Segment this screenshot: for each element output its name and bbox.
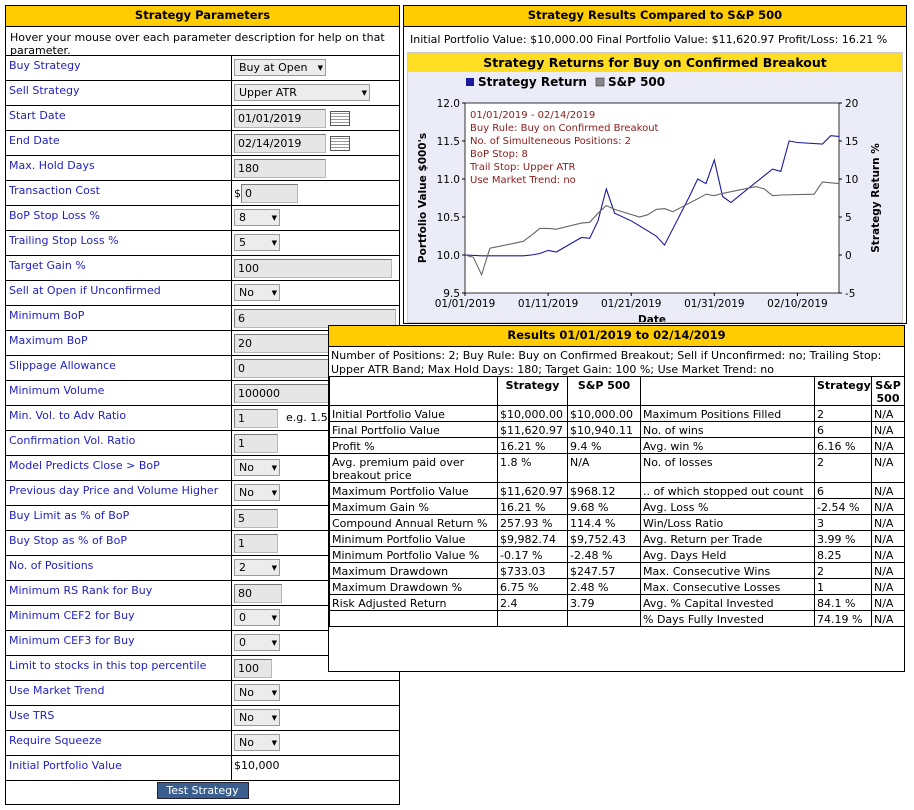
param-label: Use Market Trend: [6, 681, 232, 705]
test-strategy-button[interactable]: Test Strategy: [157, 782, 249, 799]
buy-stop-as-of-bop-input[interactable]: 1: [234, 534, 278, 553]
param-note: e.g. 1.5: [286, 411, 328, 424]
strategy-value: 1.8 %: [498, 454, 568, 483]
metric-label: Avg. win %: [641, 438, 815, 454]
sp500-value: N/A: [872, 438, 905, 454]
param-label: Buy Stop as % of BoP: [6, 531, 232, 555]
param-label: Maximum BoP: [6, 331, 232, 355]
calendar-icon[interactable]: [330, 136, 350, 151]
param-label: Minimum CEF2 for Buy: [6, 606, 232, 630]
sp500-value: N/A: [872, 515, 905, 531]
sp500-value: N/A: [568, 454, 641, 483]
y-tick-label: 11.5: [436, 136, 460, 148]
strategy-value: 2.4: [498, 595, 568, 611]
param-label: Max. Hold Days: [6, 156, 232, 180]
select-value: 0: [239, 611, 246, 624]
strategy-value: $9,982.74: [498, 531, 568, 547]
param-label: Model Predicts Close > BoP: [6, 456, 232, 480]
metric-label: Maximum Portfolio Value: [330, 483, 498, 499]
help-hint: Hover your mouse over each parameter description for help on that parameter.: [6, 27, 399, 56]
start-date-input[interactable]: 01/01/2019: [234, 109, 326, 128]
chart-annotation-line: Use Market Trend: no: [470, 175, 576, 186]
x-axis-label: Date: [638, 314, 666, 322]
chevron-down-icon: ▼: [271, 713, 277, 722]
metric-label: Maximum Positions Filled: [641, 406, 815, 422]
sell-strategy-select[interactable]: [234, 84, 370, 101]
bop-stop-loss-select[interactable]: [234, 209, 280, 226]
metric-label: Win/Loss Ratio: [641, 515, 815, 531]
sp500-value: N/A: [872, 579, 905, 595]
currency-prefix: $: [234, 187, 241, 200]
param-label: Sell at Open if Unconfirmed: [6, 281, 232, 305]
chevron-down-icon: ▼: [361, 88, 367, 97]
chart-annotation-line: BoP Stop: 8: [470, 149, 528, 160]
chart-annotation-line: Buy Rule: Buy on Confirmed Breakout: [470, 123, 659, 134]
results-description: Number of Positions: 2; Buy Rule: Buy on Confirmed Breakout; Sell if Unconfirmed: no; Trailing Stop: Upper ATR Band; Max Hold Days: 180; Target Gain: 100 %; Use Market Trend: no: [331, 349, 882, 376]
table-row: [330, 611, 905, 627]
chevron-down-icon: ▼: [271, 638, 277, 647]
select-value: 2: [239, 561, 246, 574]
table-row: [330, 563, 905, 579]
y2-tick-label: 20: [845, 98, 859, 110]
limit-to-stocks-in-this-top-percentile-input[interactable]: 100: [234, 659, 272, 678]
sp500-value: $9,752.43: [568, 531, 641, 547]
results-panel-title: Strategy Results Compared to S&P 500: [404, 6, 906, 27]
use-market-trend-select[interactable]: [234, 684, 280, 701]
param-label: No. of Positions: [6, 556, 232, 580]
chart-annotation-line: 01/01/2019 - 02/14/2019: [470, 110, 596, 121]
metric-label: Maximum Gain %: [330, 499, 498, 515]
param-row-sell-at-open-if-unconfirmed: [6, 281, 399, 306]
select-value: Upper ATR: [239, 86, 297, 99]
strategy-value: 6: [815, 483, 872, 499]
strategy-value: $11,620.97: [498, 422, 568, 438]
header-sp500-2: S&P 500: [872, 377, 905, 406]
param-row-start-date: [6, 106, 399, 131]
y-axis-label: Portfolio Value $000's: [417, 132, 429, 264]
param-label: Require Squeeze: [6, 731, 232, 755]
param-row-target-gain: [6, 256, 399, 281]
metric-label: Risk Adjusted Return: [330, 595, 498, 611]
chevron-down-icon: ▼: [271, 463, 277, 472]
select-value: No: [239, 486, 254, 499]
minimum-volume-input[interactable]: 100000: [234, 384, 396, 403]
sp500-value: N/A: [872, 499, 905, 515]
minimum-cef2-for-buy-select[interactable]: [234, 609, 280, 626]
sp500-value: $968.12: [568, 483, 641, 499]
x-tick-label: 01/11/2019: [517, 298, 579, 310]
table-row: [330, 499, 905, 515]
y2-tick-label: -5: [845, 288, 856, 300]
end-date-input[interactable]: 02/14/2019: [234, 134, 326, 153]
chevron-down-icon: ▼: [317, 63, 323, 72]
sell-at-open-if-unconfirmed-select[interactable]: [234, 284, 280, 301]
require-squeeze-select[interactable]: [234, 734, 280, 751]
chevron-down-icon: ▼: [271, 488, 277, 497]
x-tick-label: 02/10/2019: [767, 298, 828, 310]
table-row: [330, 422, 905, 438]
param-label: Start Date: [6, 106, 232, 130]
header-strategy-2: Strategy: [815, 377, 872, 406]
table-row: [330, 438, 905, 454]
metric-label: [330, 611, 498, 627]
sp500-value: $247.57: [568, 563, 641, 579]
sp500-value: [568, 611, 641, 627]
chevron-down-icon: ▼: [271, 213, 277, 222]
sp500-value: N/A: [872, 563, 905, 579]
select-value: 8: [239, 211, 246, 224]
results-panel: [328, 325, 905, 672]
results-table: [329, 376, 905, 627]
param-row-bop-stop-loss: [6, 206, 399, 231]
min-vol-to-adv-ratio-input[interactable]: 1: [234, 409, 278, 428]
sp500-value: N/A: [872, 454, 905, 483]
sp500-value: 9.4 %: [568, 438, 641, 454]
metric-label: Initial Portfolio Value: [330, 406, 498, 422]
metric-label: .. of which stopped out count: [641, 483, 815, 499]
metric-label: Final Portfolio Value: [330, 422, 498, 438]
strategy-value: 3.99 %: [815, 531, 872, 547]
y2-tick-label: 10: [845, 174, 859, 186]
table-row: [330, 406, 905, 422]
metric-label: Avg. Days Held: [641, 547, 815, 563]
metric-label: Avg. % Capital Invested: [641, 595, 815, 611]
transaction-cost-input[interactable]: 0: [241, 184, 298, 203]
metric-label: Avg. Return per Trade: [641, 531, 815, 547]
chevron-down-icon: ▼: [271, 563, 277, 572]
table-row: [330, 531, 905, 547]
metric-label: Minimum Portfolio Value: [330, 531, 498, 547]
chevron-down-icon: ▼: [271, 238, 277, 247]
table-row: [330, 579, 905, 595]
strategy-value: $733.03: [498, 563, 568, 579]
sp500-value: $10,940.11: [568, 422, 641, 438]
param-row-trailing-stop-loss: [6, 231, 399, 256]
y-tick-label: 11.0: [436, 174, 460, 186]
param-row-transaction-cost: [6, 181, 399, 206]
chevron-down-icon: ▼: [271, 688, 277, 697]
select-value: No: [239, 736, 254, 749]
table-row: [330, 595, 905, 611]
y-tick-label: 9.5: [443, 288, 460, 300]
strategy-value: 257.93 %: [498, 515, 568, 531]
strategy-value: 16.21 %: [498, 499, 568, 515]
legend-swatch-sp500: [596, 78, 604, 86]
select-value: No: [239, 711, 254, 724]
param-row-use-market-trend: [6, 681, 399, 706]
strategy-value: [498, 611, 568, 627]
param-label: Minimum BoP: [6, 306, 232, 330]
table-row: [330, 483, 905, 499]
model-predicts-close-bop-select[interactable]: [234, 459, 280, 476]
param-label: Use TRS: [6, 706, 232, 730]
strategy-value: 3: [815, 515, 872, 531]
y2-tick-label: 0: [845, 250, 852, 262]
legend-label-sp500: S&P 500: [608, 75, 666, 89]
strategy-value: $10,000.00: [498, 406, 568, 422]
legend-label-strategy: Strategy Return: [478, 75, 587, 89]
table-row: [330, 515, 905, 531]
slippage-allowance-input[interactable]: 0: [234, 359, 396, 378]
param-row-use-trs: [6, 706, 399, 731]
use-trs-select[interactable]: [234, 709, 280, 726]
param-label: BoP Stop Loss %: [6, 206, 232, 230]
legend-swatch-strategy: [466, 78, 474, 86]
y-tick-label: 10.0: [436, 250, 460, 262]
param-row-end-date: [6, 131, 399, 156]
param-row-buy-strategy: [6, 56, 399, 81]
metric-label: Avg. premium paid over breakout price: [330, 454, 498, 483]
metric-label: Maximum Drawdown %: [330, 579, 498, 595]
x-tick-label: 01/21/2019: [600, 298, 662, 310]
buy-strategy-select[interactable]: [234, 59, 326, 76]
param-label: Transaction Cost: [6, 181, 232, 205]
metric-label: No. of losses: [641, 454, 815, 483]
select-value: No: [239, 286, 254, 299]
strategy-value: 16.21 %: [498, 438, 568, 454]
strategy-value: 2: [815, 563, 872, 579]
metric-label: Max. Consecutive Losses: [641, 579, 815, 595]
param-label: Minimum Volume: [6, 381, 232, 405]
strategy-value: 84.1 %: [815, 595, 872, 611]
param-label: Previous day Price and Volume Higher: [6, 481, 232, 505]
strategy-value: 6.75 %: [498, 579, 568, 595]
maximum-bop-input[interactable]: 20: [234, 334, 396, 353]
param-label: Initial Portfolio Value: [6, 756, 232, 780]
strategy-value: 2: [815, 406, 872, 422]
results-header-row: [330, 377, 905, 406]
chart-annotation-line: Trail Stop: Upper ATR: [470, 162, 576, 173]
chevron-down-icon: ▼: [271, 738, 277, 747]
metric-label: Compound Annual Return %: [330, 515, 498, 531]
sp500-value: $10,000.00: [568, 406, 641, 422]
metric-label: Profit %: [330, 438, 498, 454]
results-summary: Initial Portfolio Value: $10,000.00 Final Portfolio Value: $11,620.97 Profit/Loss: 16.21 %: [410, 33, 888, 46]
trailing-stop-loss-select[interactable]: [234, 234, 280, 251]
table-row: [330, 547, 905, 563]
param-label: Buy Limit as % of BoP: [6, 506, 232, 530]
buy-limit-as-of-bop-input[interactable]: 5: [234, 509, 278, 528]
param-label: Slippage Allowance: [6, 356, 232, 380]
param-label: Sell Strategy: [6, 81, 232, 105]
strategy-value: 6.16 %: [815, 438, 872, 454]
select-value: Buy at Open: [239, 61, 308, 74]
x-tick-label: 01/01/2019: [434, 298, 496, 310]
target-gain-input[interactable]: 100: [234, 259, 392, 278]
select-value: No: [239, 461, 254, 474]
previous-day-price-and-volume-higher-select[interactable]: [234, 484, 280, 501]
metric-label: No. of wins: [641, 422, 815, 438]
calendar-icon[interactable]: [330, 111, 350, 126]
sp500-value: 9.68 %: [568, 499, 641, 515]
param-label: End Date: [6, 131, 232, 155]
chart-title: Strategy Returns for Buy on Confirmed Breakout: [408, 53, 902, 72]
sp500-value: N/A: [872, 406, 905, 422]
y-tick-label: 12.0: [436, 98, 460, 110]
metric-label: Avg. Loss %: [641, 499, 815, 515]
chart-annotation-line: No. of Simulteneous Positions: 2: [470, 136, 632, 147]
sp500-value: N/A: [872, 483, 905, 499]
strategy-results-panel: [403, 5, 907, 324]
header-blank: [330, 377, 498, 406]
minimum-rs-rank-for-buy-input[interactable]: 80: [234, 584, 282, 603]
sp500-value: 3.79: [568, 595, 641, 611]
param-label: Limit to stocks in this top percentile: [6, 656, 232, 680]
y2-tick-label: 5: [845, 212, 852, 224]
metric-label: % Days Fully Invested: [641, 611, 815, 627]
param-label: Minimum RS Rank for Buy: [6, 581, 232, 605]
select-value: 0: [239, 636, 246, 649]
param-label: Buy Strategy: [6, 56, 232, 80]
param-row-initial-value: [6, 756, 399, 781]
header-sp500: S&P 500: [568, 377, 641, 406]
results-title: Results 01/01/2019 to 02/14/2019: [329, 326, 904, 347]
strategy-value: $11,620.97: [498, 483, 568, 499]
sp500-value: 114.4 %: [568, 515, 641, 531]
chart-container: [407, 52, 903, 323]
strategy-value: 2: [815, 454, 872, 483]
chevron-down-icon: ▼: [271, 288, 277, 297]
y-tick-label: 10.5: [436, 212, 460, 224]
param-label: Min. Vol. to Adv Ratio: [6, 406, 232, 430]
strategy-value: 6: [815, 422, 872, 438]
initial-value-text: $10,000: [234, 759, 280, 772]
returns-chart: [408, 72, 902, 322]
table-row: [330, 454, 905, 483]
max-hold-days-input[interactable]: 180: [234, 159, 326, 178]
param-row-max-hold-days: [6, 156, 399, 181]
sp500-value: N/A: [872, 531, 905, 547]
minimum-bop-input[interactable]: 6: [234, 309, 396, 328]
param-label: Trailing Stop Loss %: [6, 231, 232, 255]
sp500-value: -2.48 %: [568, 547, 641, 563]
param-label: Minimum CEF3 for Buy: [6, 631, 232, 655]
panel-title: Strategy Parameters: [6, 6, 399, 27]
confirmation-vol-ratio-input[interactable]: 1: [234, 434, 278, 453]
no-of-positions-select[interactable]: [234, 559, 280, 576]
select-value: No: [239, 686, 254, 699]
strategy-value: 74.19 %: [815, 611, 872, 627]
metric-label: Maximum Drawdown: [330, 563, 498, 579]
sp500-value: N/A: [872, 595, 905, 611]
metric-label: Max. Consecutive Wins: [641, 563, 815, 579]
metric-label: Minimum Portfolio Value %: [330, 547, 498, 563]
select-value: 5: [239, 236, 246, 249]
chevron-down-icon: ▼: [271, 613, 277, 622]
header-strategy: Strategy: [498, 377, 568, 406]
minimum-cef3-for-buy-select[interactable]: [234, 634, 280, 651]
y2-axis-label: Strategy Return %: [870, 143, 882, 253]
header-blank-2: [641, 377, 815, 406]
param-row-sell-strategy: [6, 81, 399, 106]
strategy-value: -2.54 %: [815, 499, 872, 515]
param-label: Target Gain %: [6, 256, 232, 280]
sp500-value: N/A: [872, 611, 905, 627]
y2-tick-label: 15: [845, 136, 859, 148]
strategy-value: 1: [815, 579, 872, 595]
sp500-value: N/A: [872, 547, 905, 563]
strategy-value: -0.17 %: [498, 547, 568, 563]
sp500-value: N/A: [872, 422, 905, 438]
sp500-value: 2.48 %: [568, 579, 641, 595]
strategy-value: 8.25: [815, 547, 872, 563]
param-row-require-squeeze: [6, 731, 399, 756]
x-tick-label: 01/31/2019: [684, 298, 745, 310]
param-label: Confirmation Vol. Ratio: [6, 431, 232, 455]
